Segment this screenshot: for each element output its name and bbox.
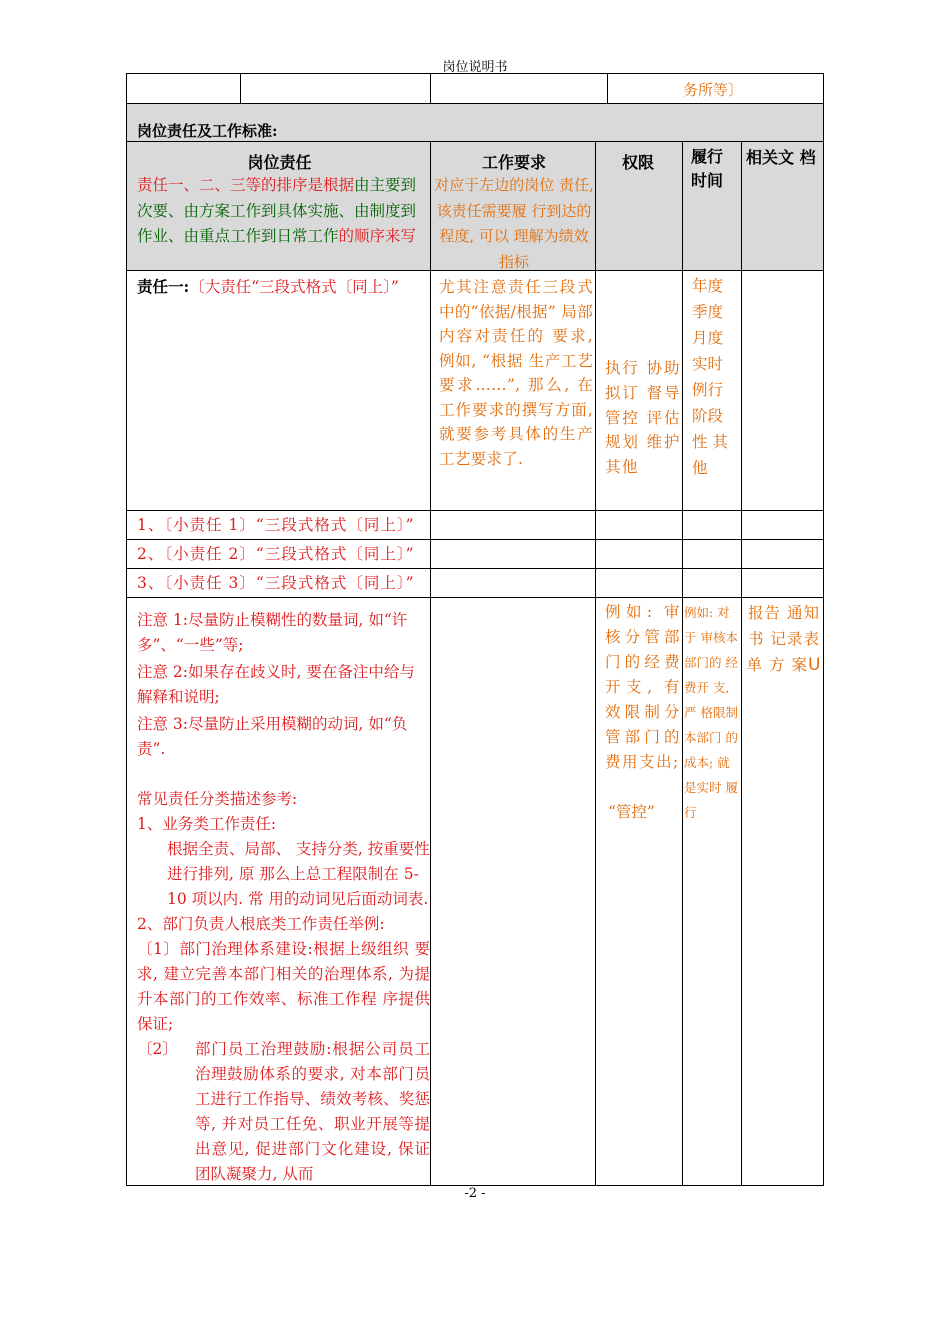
column-header-authority xyxy=(595,141,683,271)
sub-duty-3-docs xyxy=(741,568,824,598)
column-header-requirement-label: 工作要求 xyxy=(481,153,546,172)
notes-authority-tag: “管控” xyxy=(608,803,655,821)
column-header-duty-label: 岗位责任 xyxy=(247,153,312,172)
sub-duty-2-auth xyxy=(595,539,683,569)
note-1: 注意 1:尽量防止模糊性的数量词, 如“许多”、“一些”等; xyxy=(137,611,408,654)
sub-duty-2-cell xyxy=(126,539,431,569)
top-row-cell-3 xyxy=(430,73,608,104)
column-header-docs-label: 相关文 档 xyxy=(746,148,816,167)
page-footer: -2 - xyxy=(464,1186,486,1201)
duty1-text xyxy=(137,275,429,300)
column-header-timing xyxy=(682,141,742,271)
reference-2-head: 2、部门负责人根底类工作责任举例: xyxy=(137,915,385,933)
reference-title: 常见责任分类描述参考: xyxy=(137,790,298,808)
notes-authority: 例如: 审核分管部门的经费开支, 有效限制分管部门的费用支出; xyxy=(605,603,681,771)
duty1-timing-cell xyxy=(682,270,742,511)
sub-duty-1: 1、〔小责任 1〕“三段式格式〔同上〕” xyxy=(137,516,415,534)
notes-timing: 例如: 对于 审核本 部门的 经费开 支, 严 格限制 本部门 的成本; 就是实时 履行 xyxy=(684,605,738,820)
column-header-requirement xyxy=(430,141,596,271)
notes-docs: 报告 通知书 记录表 单 方 案U xyxy=(746,604,822,675)
duty1-docs-cell xyxy=(741,270,824,511)
column-header-timing-label: 履行时间 xyxy=(691,147,724,190)
notes-body xyxy=(137,608,430,1186)
duty1-timing: 年度 季度 月度 实时 例行 阶段性 其他 xyxy=(692,277,728,477)
sub-duty-3-auth xyxy=(595,568,683,598)
column-header-authority-label: 权限 xyxy=(622,153,655,172)
note-2: 注意 2:如果存在歧义时, 要在备注中给与解释和说明; xyxy=(137,663,415,706)
sub-duty-3-time xyxy=(682,568,742,598)
column-header-docs xyxy=(741,141,824,271)
note-3: 注意 3:尽量防止采用模糊的动词, 如“负责”. xyxy=(137,715,408,758)
duty1-requirement-cell xyxy=(430,270,596,511)
requirement-guide-text: 对应于左边的岗位 责任, 该责任需要履 行到达的程度, 可以 理解为绩效指标 xyxy=(434,176,594,271)
duty1-label: 责任一: xyxy=(137,277,190,296)
section-title-row xyxy=(126,103,824,142)
page-header: 岗位说明书 xyxy=(442,60,508,75)
notes-authority-cell xyxy=(595,597,683,1186)
section-title: 岗位责任及工作标准: xyxy=(137,122,278,140)
reference-2-1: 〔1〕部门治理体系建设:根据上级组织 要求, 建立完善本部门相关的治理体系, 为提升本部门的工作效率、标准工作程 序提供保证; xyxy=(137,940,430,1033)
notes-docs-cell xyxy=(741,597,824,1186)
top-row-text: 务所等〕 xyxy=(683,81,744,99)
sub-duty-2-req xyxy=(430,539,596,569)
sub-duty-2: 2、〔小责任 2〕“三段式格式〔同上〕” xyxy=(137,545,415,563)
sub-duty-1-docs xyxy=(741,510,824,540)
sub-duty-2-docs xyxy=(741,539,824,569)
docs-mark: U xyxy=(807,655,822,675)
column-header-duty xyxy=(126,141,431,271)
top-row-cell-1 xyxy=(126,73,241,104)
sub-duty-1-auth xyxy=(595,510,683,540)
duty-guide-text: 责任一、二、三等的排序是根据由主要到次要、由方案工作到具体实施、由制度到作业、由重点工作到日常工作的顺序来写 xyxy=(137,176,417,245)
notes-cell xyxy=(126,597,431,1186)
duty1-requirement: 尤其注意责任三段式中的“依据/根据” 局部内容对责任的 要求, 例如, “根据 生产工艺要求……”, 那么, 在工作要求的撰写方面, 就要参考具体的生产工艺要求了. xyxy=(439,278,593,468)
reference-1-body: 根据全责、局部、 支持分类, 按重要性进行排列, 原 那么上总工程限制在 5-10 项以内. 常 用的动词见后面动词表. xyxy=(167,840,430,908)
reference-1-head: 1、业务类工作责任: xyxy=(137,815,277,833)
top-row-cell-4 xyxy=(607,73,824,104)
duty1-description: 〔大责任“三段式格式〔同上〕” xyxy=(189,278,399,296)
sub-duty-3-cell xyxy=(126,568,431,598)
notes-requirement-cell xyxy=(430,597,596,1186)
duty1-authority: 执行 协助 拟订 督导 管控 评估 规划 维护 其他 xyxy=(605,359,681,477)
notes-timing-cell xyxy=(682,597,742,1186)
reference-2-2: 部门员工治理鼓励:根据公司员工治理鼓励体系的要求, 对本部门员工进行工作指导、绩效考核、奖惩等, 并对员工任免、职业开展等提出意见, 促进部门文化建设, 保证团队凝聚力, 从而 xyxy=(195,1040,430,1183)
sub-duty-1-req xyxy=(430,510,596,540)
top-row-cell-2 xyxy=(240,73,431,104)
reference-2-2-label: 〔2〕 xyxy=(137,1040,178,1058)
duty1-authority-cell xyxy=(595,270,683,511)
sub-duty-1-cell xyxy=(126,510,431,540)
sub-duty-3-req xyxy=(430,568,596,598)
sub-duty-2-time xyxy=(682,539,742,569)
sub-duty-3: 3、〔小责任 3〕“三段式格式〔同上〕” xyxy=(137,574,415,592)
sub-duty-1-time xyxy=(682,510,742,540)
duty1-cell xyxy=(126,270,431,511)
